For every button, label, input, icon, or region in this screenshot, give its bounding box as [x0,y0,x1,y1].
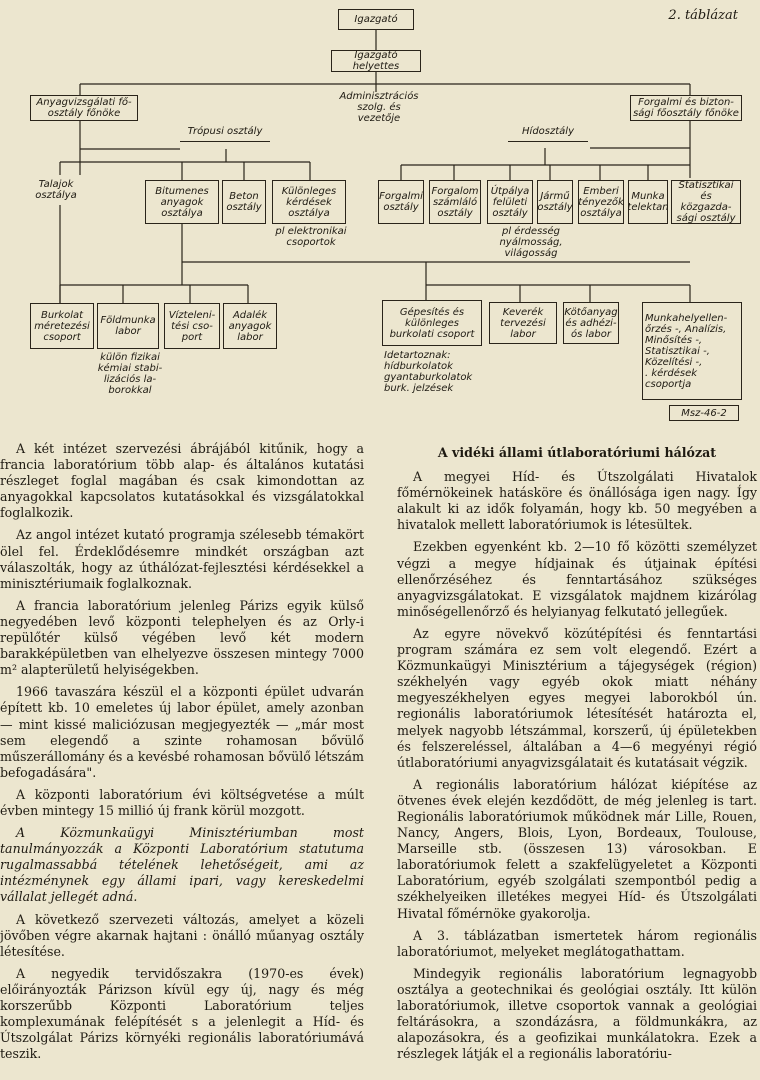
reference-code: Msz-46-2 [669,405,739,421]
mechanization-group-box: Gépesítés és különleges burkolati csoport [382,300,482,346]
work-dept-box: Munka telektan [628,180,668,224]
deputy-director-box: Igazgató helyettes [331,50,421,72]
paragraph: A negyedik tervidőszakra (1970-es évek) előirányozták Párizson kívül egy új, nagy és még korszerűbb Központi Laboratórium teljes komplexumának felépítését s a jelenlegit a Híd- és Útszolgálat Párizs környéki regionális laboratóriumává teszik. [0,965,364,1062]
table-label: 2. táblázat [668,8,738,23]
bitumen-dept-box: Bitumenes anyagok osztálya [145,180,219,224]
paragraph: A megyei Híd- és Útszolgálati Hivatalok főmérnökeinek hatásköre és önállósága igen nagy. Így alakult ki az idők folyamán, hogy kb. 50 megyében a hivatalok mellett laboratóriumok is létesültek. [397,469,757,533]
road-surface-dept-box: Útpálya felületi osztály [487,180,533,224]
paragraph: 1966 tavaszára készül el a központi épület udvarán épített kb. 10 emeletes új labor épület, amely azonban — mint kissé maliciózusan megjegyezték — „már most sem elegendő a szinte rohamosan bővülő műszerállomány és a kevésbé rohamosan bővülő létszám befogadására". [0,684,364,780]
traffic-count-dept-box: Forgalom számláló osztály [429,180,481,224]
mix-design-lab-box: Keverék tervezési labor [489,302,557,344]
electronics-note: pl elektronikai csoportok [275,226,347,248]
paragraph: A következő szervezeti változás, amelyet a közeli jövőben végre akarnak hajtani : önálló műanyag osztály létesítése. [0,911,364,959]
statistics-dept-box: Statisztikai és közgazda- sági osztály [671,180,741,224]
pavement-design-group-box: Burkolat méretezési csoport [30,303,94,349]
human-factors-dept-box: Emberi tényezők osztálya [578,180,624,224]
traffic-dept-box: Forgalmi osztály [378,180,424,224]
paragraph: A francia laboratórium jelenleg Párizs egyik külső negyedében levő központi telephelyen és az Orly-i repülőtér külső végében levő két modern barakképületben van elhelyezve összesen mintegy 7000 m² alapterületű helyiségekben. [0,597,364,678]
includes-note: Idetartoznak: hídburkolatok gyantaburkolatok burk. jelzések [384,350,473,394]
earthwork-lab-box: Földmunka labor [97,303,159,349]
right-column [397,441,757,1068]
binder-lab-box: Kötőanyag és adhézi- ós labor [563,302,619,344]
bridge-dept-box: Hídosztály [508,122,588,142]
paragraph: A 3. táblázatban ismertetek három regionális laboratóriumot, melyeket meglátogathattam. [397,927,757,959]
drainage-group-box: Vízteleni- tési cso- port [164,303,220,349]
aggregates-lab-box: Adalék anyagok labor [223,303,277,349]
paragraph: A központi laboratórium évi költségvetése a múlt évben mintegy 15 millió új frank körül mozgott. [0,786,364,818]
special-issues-dept-box: Különleges kérdések osztálya [272,180,346,224]
paragraph-italic: A Közmunkaügyi Minisztériumban most tanulmányozzák a Központi Laboratórium statutuma rugalmassabbá tételének lehetőségeit, ami az intézménynek egy állami ipari, vagy kereskedelmi vállalat jellegét adná. [0,825,364,905]
traffic-safety-dept-box: Forgalmi és bizton- sági főosztály főnöke [630,95,742,121]
paragraph: Az egyre növekvő közútépítési és fenntartási program számára ez sem volt elegendő. Ezért a Közmunkaügyi Minisztérium a tájegységek (région) székhelyén vagy egyéb okok miatt néhány megyeszékhelyen egyes megyei laborokból ún. regionális laboratóriumok létesítését határozta el, melyek nagyobb létszámmal, korszerű, új épületekben és felszereléssel, általában a 4—6 megyényi régió útlaboratóriumi anyagvizsgálatait és kutatásait végzik. [397,625,757,770]
site-control-group-box: Munkahelyellen- őrzés -, Analízis, Minősítés -, Statisztikai -, Közelítési -, . kérdések csoportja [642,302,742,400]
paragraph: Mindegyik regionális laboratórium legnagyobb osztálya a geotechnikai és geológiai osztály. Itt külön laboratóriumok, illetve csoportok vannak a geológiai feltárásokra, a szondázásra, a földmunkákra, az alapozásokra, és a geofizikai munkálatokra. Ezek a részlegek látják el a regionális laboratóriu- [397,965,757,1062]
section-title: A vidéki állami útlaboratóriumi hálózat [437,445,717,460]
paragraph: A regionális laboratórium hálózat kiépítése az ötvenes évek elején kezdődött, de még jelenleg is tart. Regionális laboratóriumok működnek már Lille, Rouen, Nancy, Angers, Blois, Lyon, Bordeaux, Toulouse, Marseille stb. (összesen 13) városokban. E laboratóriumok felett a szakfelügyeletet a Központi Laboratórium, egyéb szolgálati szempontból pedig a székhelyeiken illetékes megyei Híd- és Útszolgálati Hivatal főmérnöke gyakorolja. [397,776,757,921]
left-column [0,441,364,1068]
physical-chemical-note: külön fizikai kémiai stabi- lizációs la- borokkal [97,352,163,396]
tropical-dept-box: Trópusi osztály [180,122,270,142]
director-box: Igazgató [338,9,414,30]
paragraph: A két intézet szervezési ábrájából kitűnik, hogy a francia laboratórium több alap- és általános kutatási részleget foglal magában és csak kimondottan az anyagokkal kapcsolatos kutatásokkal és vizsgálatokkal foglalkozik. [0,441,364,521]
concrete-dept-box: Beton osztály [222,180,266,224]
roughness-note: pl érdesség nyálmosság, világosság [499,226,563,259]
paragraph: Ezekben egyenként kb. 2—10 fő közötti személyzet végzi a megye hídjainak és útjainak építési ellenőrzéséhez és fenntartásához szükséges anyagvizsgálatokat. E vizsgálatok majdnem kizárólag minőségellenőrző és helyianyag felkutató jellegűek. [397,539,757,619]
paragraph: Az angol intézet kutató programja szélesebb témakört ölel fel. Érdeklődésemre mindkét országban azt válaszolták, hogy az úthálózat-fejlesztési kérdésekkel a minisztériumaik foglalkoznak. [0,527,364,591]
org-chart [0,0,760,432]
vehicle-dept-box: Jármű osztály [537,180,573,224]
material-testing-dept-box: Anyagvizsgálati fő- osztály főnöke [30,95,138,121]
soils-dept-box: Talajok osztálya [22,175,90,205]
administration-box: Adminisztrációs szolg. és vezetője [333,92,425,122]
